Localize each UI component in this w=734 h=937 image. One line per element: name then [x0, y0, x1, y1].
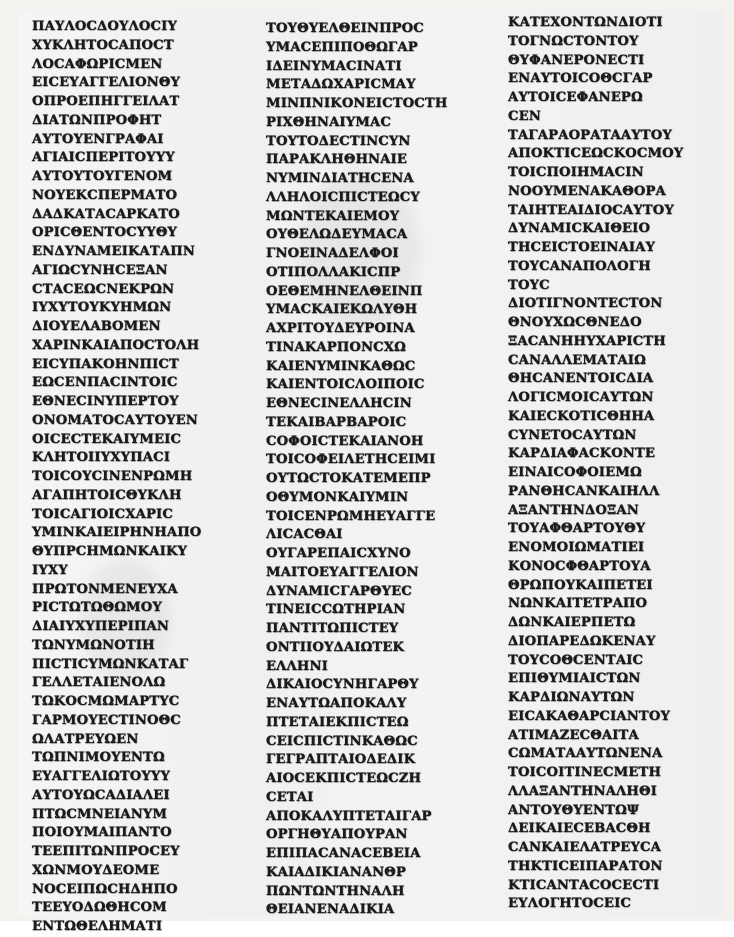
- manuscript-line: ΑΓΙΑΙϹΠΕΡΙΤΟΥΥΥ: [32, 150, 175, 166]
- manuscript-line: ΡΙΧΘΗΝΑΙΥΜΑϹ: [266, 114, 391, 130]
- manuscript-line: ΚΛΗΤΟΙΙΥΧΥΠΑϹΙ: [32, 450, 171, 466]
- manuscript-line: ΔΥΝΑΜΙϹΚΑΙΘΕΙΟ: [508, 221, 651, 237]
- manuscript-line: ΔΙΑΤΩΝΠΡΟΦΗΤ: [32, 112, 162, 128]
- manuscript-line: ΕΙϹΥΠΑΚΟΗΝΠΙϹΤ: [32, 356, 179, 372]
- manuscript-line: ΑΥΤΟΥΤΟΥΓΕΝΟΜ: [32, 169, 173, 184]
- manuscript-line: ΓΑΡΜΟΥΕϹΤΙΝΟΘϹ: [32, 712, 181, 728]
- manuscript-line: ΛΟΓΙϹΜΟΙϹΑΥΤΩΝ: [508, 390, 654, 405]
- manuscript-line: ΕΘΝΕϹΙΝΕΛΛΗϹΙΝ: [266, 396, 412, 411]
- manuscript-line: ΥΜΑϹΚΑΙΕΚΩΛΥΘΗ: [266, 302, 418, 318]
- manuscript-line: ΤΕΕΥΟΔΩΘΗϹΟΜ: [32, 900, 167, 916]
- manuscript-line: ΔΙΑΙΥΧΥΠΕΡΙΠΑΝ: [32, 619, 170, 634]
- manuscript-line: ΚΑΙΕΝΥΜΙΝΚΑΘΩϹ: [266, 358, 416, 374]
- manuscript-line: ΑΥΤΟΥΩϹΑΔΙΑΛΕΙ: [32, 787, 170, 803]
- manuscript-line: ΤΟΙϹΕΝΡΩΜΗΕΥΑΓΓΕ: [266, 508, 436, 524]
- manuscript-line: ΤΕΚΑΙΒΑΡΒΑΡΟΙϹ: [266, 414, 407, 430]
- manuscript-line: ΓΕΓΡΑΠΤΑΙΟΔΕΔΙΚ: [266, 752, 416, 768]
- manuscript-line: ΑΠΟΚΤΙϹΕΩϹΚΟϹΜΟΥ: [508, 146, 684, 162]
- manuscript-line: ΤΟΙϹΠΟΙΗΜΑϹΙΝ: [508, 165, 644, 180]
- manuscript-line: ΕΥΛΟΓΗΤΟϹΕΙϹ: [508, 896, 632, 912]
- manuscript-line: ΕΛΛΗΝΙ: [266, 658, 328, 674]
- manuscript-line: ϹΥΝΕΤΟϹΑΥΤΩΝ: [508, 427, 637, 443]
- manuscript-line: ΑΓΙΩϹΥΝΗϹΕΞΑΝ: [32, 262, 168, 278]
- manuscript-line: ΘΕΙΑΝΕΝΑΔΙΚΙΑ: [266, 902, 395, 918]
- manuscript-line: ΝΥΜΙΝΔΙΑΤΗϹΕΝΑ: [266, 171, 414, 186]
- manuscript-line: ΤΑΓΑΡΑΟΡΑΤΑΑΥΤΟΥ: [508, 127, 672, 143]
- manuscript-line: ΟΡΙϹΘΕΝΤΟϹΥΥΘΥ: [32, 225, 177, 241]
- manuscript-line: ΧΑΡΙΝΚΑΙΑΠΟϹΤΟΛΗ: [32, 337, 200, 353]
- manuscript-line: ΑΥΤΟΥΕΝΓΡΑΦΑΙ: [32, 131, 164, 147]
- text-column-left: [32, 18, 237, 937]
- manuscript-line: ϹΤΑϹΕΩϹΝΕΚΡΩΝ: [32, 281, 175, 297]
- manuscript-line: ΟΙϹΕϹΤΕΚΑΙΥΜΕΙϹ: [32, 431, 182, 447]
- manuscript-line: ΠΑΥΛΟϹΔΟΥΛΟϹΙΥ: [32, 19, 178, 34]
- manuscript-line: ϹΑΝΑΛΛΕΜΑΤΑΙΩ: [508, 352, 646, 368]
- manuscript-line: ΤΟΙϹΟΦΕΙΛΕΤΗϹΕΙΜΙ: [266, 452, 436, 468]
- manuscript-line: ϹΕΤΑΙ: [266, 789, 314, 805]
- manuscript-line: ΤΩΠΝΙΜΟΥΕΝΤΩ: [32, 750, 165, 766]
- manuscript-line: ΕΩϹΕΝΠΑϹΙΝΤΟΙϹ: [32, 375, 178, 391]
- manuscript-line: ΓΕΛΛΕΤΑΙΕΝΟΛΩ: [32, 675, 166, 691]
- manuscript-line: ΕΝΑΥΤΩΑΠΟΚΑΛΥ: [266, 696, 407, 711]
- manuscript-line: ΤΙΝΑΚΑΡΠΟΝϹΧΩ: [266, 339, 406, 355]
- manuscript-line: ΔΑΔΚΑΤΑϹΑΡΚΑΤΟ: [32, 206, 180, 222]
- manuscript-line: ΤΙΝΕΙϹϹΩΤΗΡΙΑΝ: [266, 602, 406, 618]
- manuscript-line: ΠΤΕΤΑΙΕΚΠΙϹΤΕΩ: [266, 714, 409, 730]
- manuscript-line: ΤΟΓΝΩϹΤΟΝΤΟΥ: [508, 33, 639, 49]
- manuscript-line: ΙΔΕΙΝΥΜΑϹΙΝΑΤΙ: [266, 58, 402, 74]
- manuscript-line: ΕΝΔΥΝΑΜΕΙΚΑΤΑΠΝ: [32, 244, 195, 259]
- manuscript-line: ΚΑΙΕΝΤΟΙϹΛΟΙΠΟΙϹ: [266, 377, 425, 393]
- manuscript-line: ΡΙϹΤΩΤΩΘΩΜΟΥ: [32, 600, 162, 616]
- manuscript-line: ΕΙϹΑΚΑΘΑΡϹΙΑΝΤΟΥ: [508, 708, 671, 724]
- manuscript-line: ΟΡΓΗΘΥΑΠΟΥΡΑΝ: [266, 827, 408, 843]
- manuscript-line: ΤΟΙϹΑΓΙΟΙϹΧΑΡΙϹ: [32, 506, 173, 522]
- manuscript-line: ΕΝΑΥΤΟΙϹΟΘϹΓΑΡ: [508, 71, 653, 87]
- manuscript-line: ΝΟΥΕΚϹΠΕΡΜΑΤΟ: [32, 187, 178, 203]
- manuscript-line: ΑΙΟϹΕΚΠΙϹΤΕΩϹΖΗ: [266, 771, 422, 786]
- manuscript-line: ϹΕΝ: [508, 108, 541, 124]
- manuscript-line: ΜΙΝΠΝΙΚΟΝΕΙϹΤΟϹΤΗ: [266, 96, 448, 111]
- manuscript-line: ΧΩΝΜΟΥΔΕΟΜΕ: [32, 862, 160, 878]
- manuscript-line: ΑΧΡΙΤΟΥΔΕΥΡΟΙΝΑ: [266, 321, 415, 336]
- manuscript-line: ΟΝΤΙΙΟΥΔΑΙΩΤΕΚ: [266, 639, 405, 655]
- manuscript-line: ΤΩΝΥΜΩΝΟΤΙΗ: [32, 637, 155, 653]
- manuscript-line: ΑΞΑΝΤΗΝΔΟΞΑΝ: [508, 502, 639, 518]
- manuscript-line: ΚΑΙΑΔΙΚΙΑΝΑΝΘΡ: [266, 864, 406, 880]
- manuscript-line: ΑΝΤΟΥΘΥΕΝΤΩΨ: [508, 802, 640, 818]
- manuscript-line: ΤΟΥϹΑΝΑΠΟΛΟΓΗ: [508, 258, 651, 274]
- manuscript-line: ΧΥΚΛΗΤΟϹΑΠΟϹΤ: [32, 37, 174, 53]
- manuscript-line: ΟΝΟΜΑΤΟϹΑΥΤΟΥΕΝ: [32, 412, 198, 428]
- manuscript-line: ΔΙΟΠΑΡΕΔΩΚΕΝΑΥ: [508, 633, 656, 649]
- manuscript-line: ΩΛΑΤΡΕΥΩΕΝ: [32, 731, 139, 747]
- text-column-right: [508, 14, 708, 914]
- manuscript-line: ΕΘΝΕϹΙΝΥΠΕΡΤΟΥ: [32, 394, 179, 409]
- manuscript-line: ϹΕΙϹΠΙϹΤΙΝΚΑΘΩϹ: [266, 733, 418, 749]
- manuscript-line: ΤΩΚΟϹΜΩΜΑΡΤΥϹ: [32, 694, 180, 709]
- manuscript-line: ΕΝΤΩΘΕΛΗΜΑΤΙ: [32, 919, 163, 934]
- manuscript-line: ΜΩΝΤΕΚΑΙΕΜΟΥ: [266, 208, 400, 224]
- manuscript-line: ϹΟΦΟΙϹΤΕΚΑΙΑΝΟΗ: [266, 433, 424, 449]
- manuscript-line: ΝΟΟΥΜΕΝΑΚΑΘΟΡΑ: [508, 183, 666, 199]
- manuscript-line: ΚΑΡΔΙΑΦΑϹΚΟΝΤΕ: [508, 446, 656, 462]
- manuscript-line: ΔΩΝΚΑΙΕΡΠΕΤΩ: [508, 615, 636, 630]
- manuscript-line: ΜΕΤΑΔΩΧΑΡΙϹΜΑΥ: [266, 77, 416, 93]
- manuscript-line: ΤΟΥΘΥΕΛΘΕΙΝΠΡΟϹ: [266, 21, 424, 36]
- manuscript-line: ΛΛΗΛΟΙϹΠΙϹΤΕΩϹΥ: [266, 189, 420, 205]
- manuscript-line: ΔΥΝΑΜΙϹΓΑΡΘΥΕϹ: [266, 583, 412, 599]
- manuscript-line: ΕΙϹΕΥΑΓΓΕΛΙΟΝΘΥ: [32, 75, 180, 91]
- manuscript-line: ΔΙΟΥΕΛΑΒΟΜΕΝ: [32, 319, 161, 334]
- manuscript-line: ΔΕΙΚΑΙΕϹΕΒΑϹΘΗ: [508, 821, 651, 837]
- manuscript-line: ΘΡΩΠΟΥΚΑΙΠΕΤΕΙ: [508, 577, 653, 593]
- manuscript-line: ΠΤΩϹΜΝΕΙΑΝΥΜ: [32, 806, 168, 822]
- manuscript-line: ΠΟΙΟΥΜΑΙΠΑΝΤΟ: [32, 825, 172, 841]
- manuscript-line: ΤΕΕΠΙΤΩΝΠΡΟϹΕΥ: [32, 844, 180, 859]
- manuscript-line: ΕΝΟΜΟΙΩΜΑΤΙΕΙ: [508, 540, 645, 555]
- manuscript-line: ΠΑΝΤΙΤΩΠΙϹΤΕΥ: [266, 621, 399, 636]
- manuscript-line: ΚΑΙΕϹΚΟΤΙϹΘΗΗΑ: [508, 408, 655, 424]
- manuscript-line: ΟΥΓΑΡΕΠΑΙϹΧΥΝΟ: [266, 546, 411, 561]
- manuscript-line: ΟΥΘΕΛΩΔΕΥΜΑϹΑ: [266, 227, 408, 243]
- manuscript-line: ΟΘΥΜΟΝΚΑΙΥΜΙΝ: [266, 489, 409, 505]
- manuscript-line: ΔΙΚΑΙΟϹΥΝΗΓΑΡΘΥ: [266, 677, 419, 693]
- manuscript-line: ΕΥΑΓΓΕΛΙΩΤΟΥΥΥ: [32, 769, 170, 784]
- manuscript-line: ΥΜΑϹΕΠΙΠΟΘΩΓΑΡ: [266, 39, 418, 55]
- manuscript-line: ΟΥΤΩϹΤΟΚΑΤΕΜΕΠΡ: [266, 471, 431, 486]
- manuscript-line: ΠΑΡΑΚΛΗΘΗΝΑΙΕ: [266, 152, 408, 168]
- manuscript-line: ΑΤΙΜΑΖΕϹΘΑΙΤΑ: [508, 727, 639, 743]
- manuscript-line: ΤΗϹΕΙϹΤΟΕΙΝΑΙΑΥ: [508, 240, 656, 255]
- manuscript-line: ΘΗϹΑΝΕΝΤΟΙϹΔΙΑ: [508, 371, 654, 387]
- manuscript-line: ΘΝΟΥΧΩϹΘΝΕΔΟ: [508, 315, 642, 330]
- manuscript-line: ΚΑΡΔΙΩΝΑΥΤΩΝ: [508, 690, 635, 705]
- manuscript-line: ΚΤΙϹΑΝΤΑϹΟϹΕϹΤΙ: [508, 877, 660, 893]
- manuscript-line: ΙΥΧΥ: [32, 562, 68, 578]
- manuscript-line: ΚΑΤΕΧΟΝΤΩΝΔΙΟΤΙ: [508, 15, 663, 30]
- manuscript-line: ΝΟϹΕΙΠΩϹΗΔΗΠΟ: [32, 881, 178, 897]
- manuscript-line: ΕΠΙΠΑϹΑΝΑϹΕΒΕΙΑ: [266, 846, 421, 861]
- manuscript-line: ΞΑϹΑΝΗΗΥΧΑΡΙϹΤΗ: [508, 333, 666, 349]
- manuscript-line: ΙΥΧΥΤΟΥΚΥΗΜΩΝ: [32, 300, 172, 316]
- manuscript-line: ΚΟΝΟϹΦΘΑΡΤΟΥΑ: [508, 558, 651, 574]
- manuscript-line: ΟΤΙΠΟΛΛΑΚΙϹΠΡ: [266, 264, 401, 280]
- manuscript-line: ϹΑΝΚΑΙΕΛΑΤΡΕΥϹΑ: [508, 840, 662, 855]
- manuscript-line: ΜΑΙΤΟΕΥΑΓΓΕΛΙΟΝ: [266, 564, 419, 580]
- manuscript-line: ΕΠΙΘΥΜΙΑΙϹΤΩΝ: [508, 671, 641, 687]
- manuscript-line: ΤΟΙϹΟΙΤΙΝΕϹΜΕΤΗ: [508, 765, 662, 780]
- manuscript-line: ΤΟΥΤΟΔΕϹΤΙΝϹΥΝ: [266, 133, 411, 149]
- manuscript-line: ΔΙΟΤΙΓΝΟΝΤΕϹΤΟΝ: [508, 296, 663, 312]
- manuscript-line: ΑΠΟΚΑΛΥΠΤΕΤΑΙΓΑΡ: [266, 808, 432, 824]
- manuscript-line: ΛΟϹΑΦΩΡΙϹΜΕΝ: [32, 56, 163, 72]
- manuscript-line: ΠΙϹΤΙϹΥΜΩΝΚΑΤΑΓ: [32, 656, 189, 672]
- manuscript-line: ΘΥΦΑΝΕΡΟΝΕϹΤΙ: [508, 52, 645, 68]
- manuscript-line: ΤΟΥϹΟΘϹΕΝΤΑΙϹ: [508, 652, 644, 668]
- manuscript-line: ΛΛΑΞΑΝΤΗΝΑΛΗΘΙ: [508, 783, 657, 799]
- manuscript-line: ΟΠΡΟΕΠΗΓΓΕΙΛΑΤ: [32, 94, 180, 109]
- manuscript-line: ΤΑΙΗΤΕΑΙΔΙΟϹΑΥΤΟΥ: [508, 202, 674, 218]
- manuscript-line: ΠΡΩΤΟΝΜΕΝΕΥΧΑ: [32, 581, 178, 597]
- manuscript-line: ΡΑΝΘΗϹΑΝΚΑΙΗΛΛ: [508, 483, 660, 499]
- manuscript-line: ΕΙΝΑΙϹΟΦΟΙΕΜΩ: [508, 465, 642, 480]
- manuscript-line: ΘΥΠΡϹΗΜΩΝΚΑΙΚΥ: [32, 544, 188, 559]
- text-column-middle: [266, 20, 476, 920]
- manuscript-line: ΑΥΤΟΙϹΕΦΑΝΕΡΩ: [508, 90, 643, 105]
- manuscript-line: ΟΕΘΕΜΗΝΕΛΘΕΙΝΠ: [266, 283, 423, 299]
- manuscript-line: ΥΜΙΝΚΑΙΕΙΡΗΝΗΑΠΟ: [32, 525, 202, 541]
- manuscript-line: ΤΟΙϹΟΥϹΙΝΕΝΡΩΜΗ: [32, 469, 193, 484]
- manuscript-line: ΤΗΚΤΙϹΕΙΠΑΡΑΤΟΝ: [508, 858, 663, 874]
- manuscript-line: ΑΓΑΠΗΤΟΙϹΘΥΚΛΗ: [32, 487, 182, 503]
- manuscript-line: ΤΟΥΑΦΘΑΡΤΟΥΘΥ: [508, 521, 646, 537]
- manuscript-line: ΠΩΝΤΩΝΤΗΝΑΛΗ: [266, 883, 405, 899]
- manuscript-line: ΤΟΥϹ: [508, 277, 550, 293]
- manuscript-line: ΛΙϹΑϹΘΑΙ: [266, 527, 343, 543]
- manuscript-line: ϹΩΜΑΤΑΑΥΤΩΝΕΝΑ: [508, 746, 663, 762]
- manuscript-line: ΝΩΝΚΑΙΤΕΤΡΑΠΟ: [508, 596, 648, 612]
- manuscript-line: ΓΝΟΕΙΝΑΔΕΛΦΟΙ: [266, 246, 399, 261]
